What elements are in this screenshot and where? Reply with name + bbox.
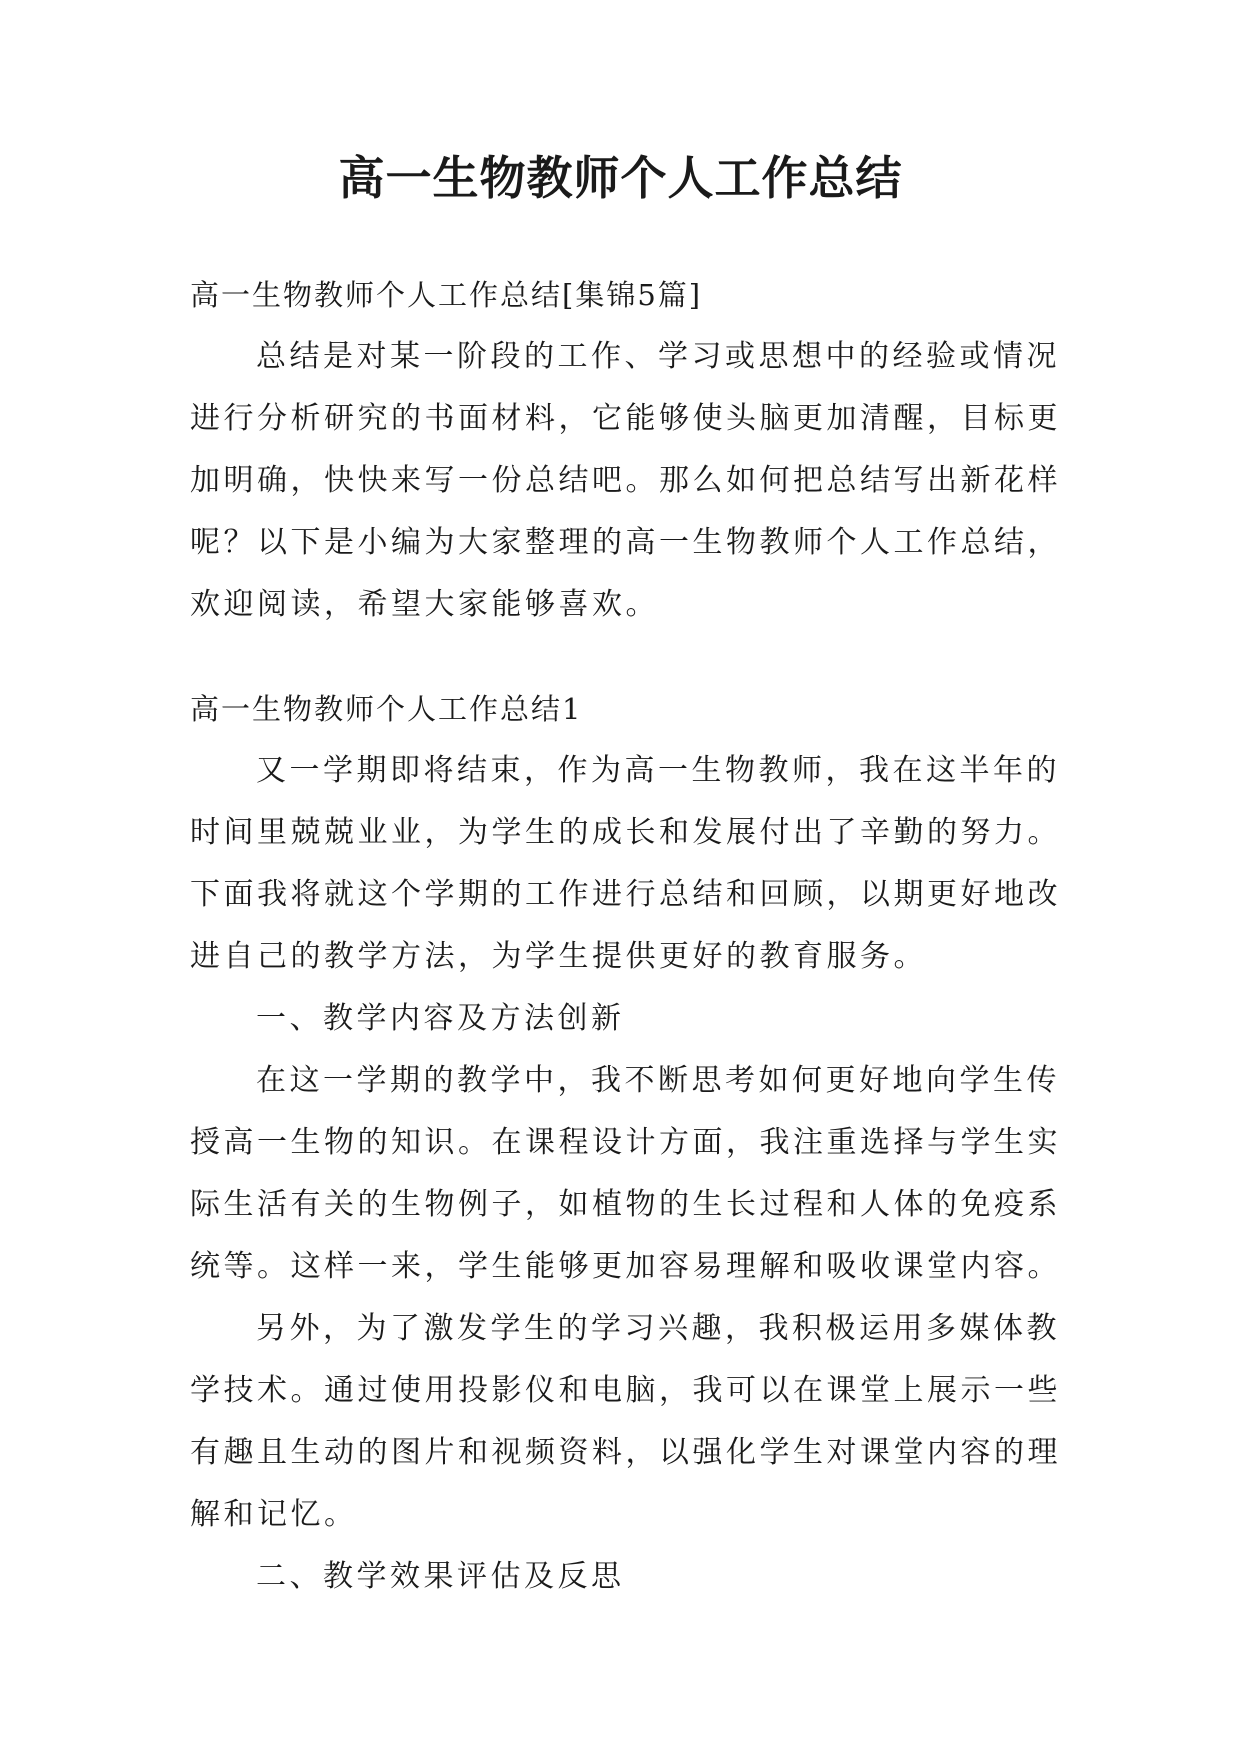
paragraph-line: 统等。这样一来，学生能够更加容易理解和吸收课堂内容。: [190, 1249, 1061, 1284]
paragraph-line: 加明确，快快来写一份总结吧。那么如何把总结写出新花样: [190, 463, 1061, 498]
paragraph-line: 解和记忆。: [190, 1497, 358, 1532]
paragraph-line: 际生活有关的生物例子，如植物的生长过程和人体的免疫系: [190, 1187, 1061, 1222]
subsection-heading: 二、教学效果评估及反思: [256, 1559, 625, 1594]
paragraph: [190, 740, 1060, 988]
paragraph-line: 有趣且生动的图片和视频资料，以强化学生对课堂内容的理: [190, 1435, 1061, 1470]
paragraph-line: 欢迎阅读，希望大家能够喜欢。: [190, 587, 659, 622]
intro-paragraph: [190, 326, 1060, 636]
paragraph-line: 时间里兢兢业业，为学生的成长和发展付出了辛勤的努力。: [190, 815, 1061, 850]
paragraph-line: 另外，为了激发学生的学习兴趣，我积极运用多媒体教: [256, 1311, 1060, 1346]
paragraph-line: 呢？以下是小编为大家整理的高一生物教师个人工作总结，: [190, 525, 1061, 560]
subsection-heading: 一、教学内容及方法创新: [256, 1001, 625, 1036]
paragraph: [190, 1298, 1060, 1546]
document-subtitle: 高一生物教师个人工作总结[集锦5篇]: [190, 278, 703, 312]
paragraph-line: 进行分析研究的书面材料，它能够使头脑更加清醒，目标更: [190, 401, 1061, 436]
paragraph-line: 又一学期即将结束，作为高一生物教师，我在这半年的: [256, 753, 1060, 788]
paragraph-line: 下面我将就这个学期的工作进行总结和回顾，以期更好地改: [190, 877, 1061, 912]
document-body: [190, 264, 1060, 1608]
paragraph-line: 进自己的教学方法，为学生提供更好的教育服务。: [190, 939, 927, 974]
paragraph: [190, 1050, 1060, 1298]
paragraph-line: 授高一生物的知识。在课程设计方面，我注重选择与学生实: [190, 1125, 1061, 1160]
paragraph-line: 在这一学期的教学中，我不断思考如何更好地向学生传: [256, 1063, 1060, 1098]
paragraph-line: 学技术。通过使用投影仪和电脑，我可以在课堂上展示一些: [190, 1373, 1061, 1408]
section-gap: [190, 636, 1060, 678]
paragraph-line: 总结是对某一阶段的工作、学习或思想中的经验或情况: [256, 339, 1060, 374]
document-title: 高一生物教师个人工作总结: [338, 151, 903, 205]
section-heading: 高一生物教师个人工作总结1: [190, 692, 583, 726]
